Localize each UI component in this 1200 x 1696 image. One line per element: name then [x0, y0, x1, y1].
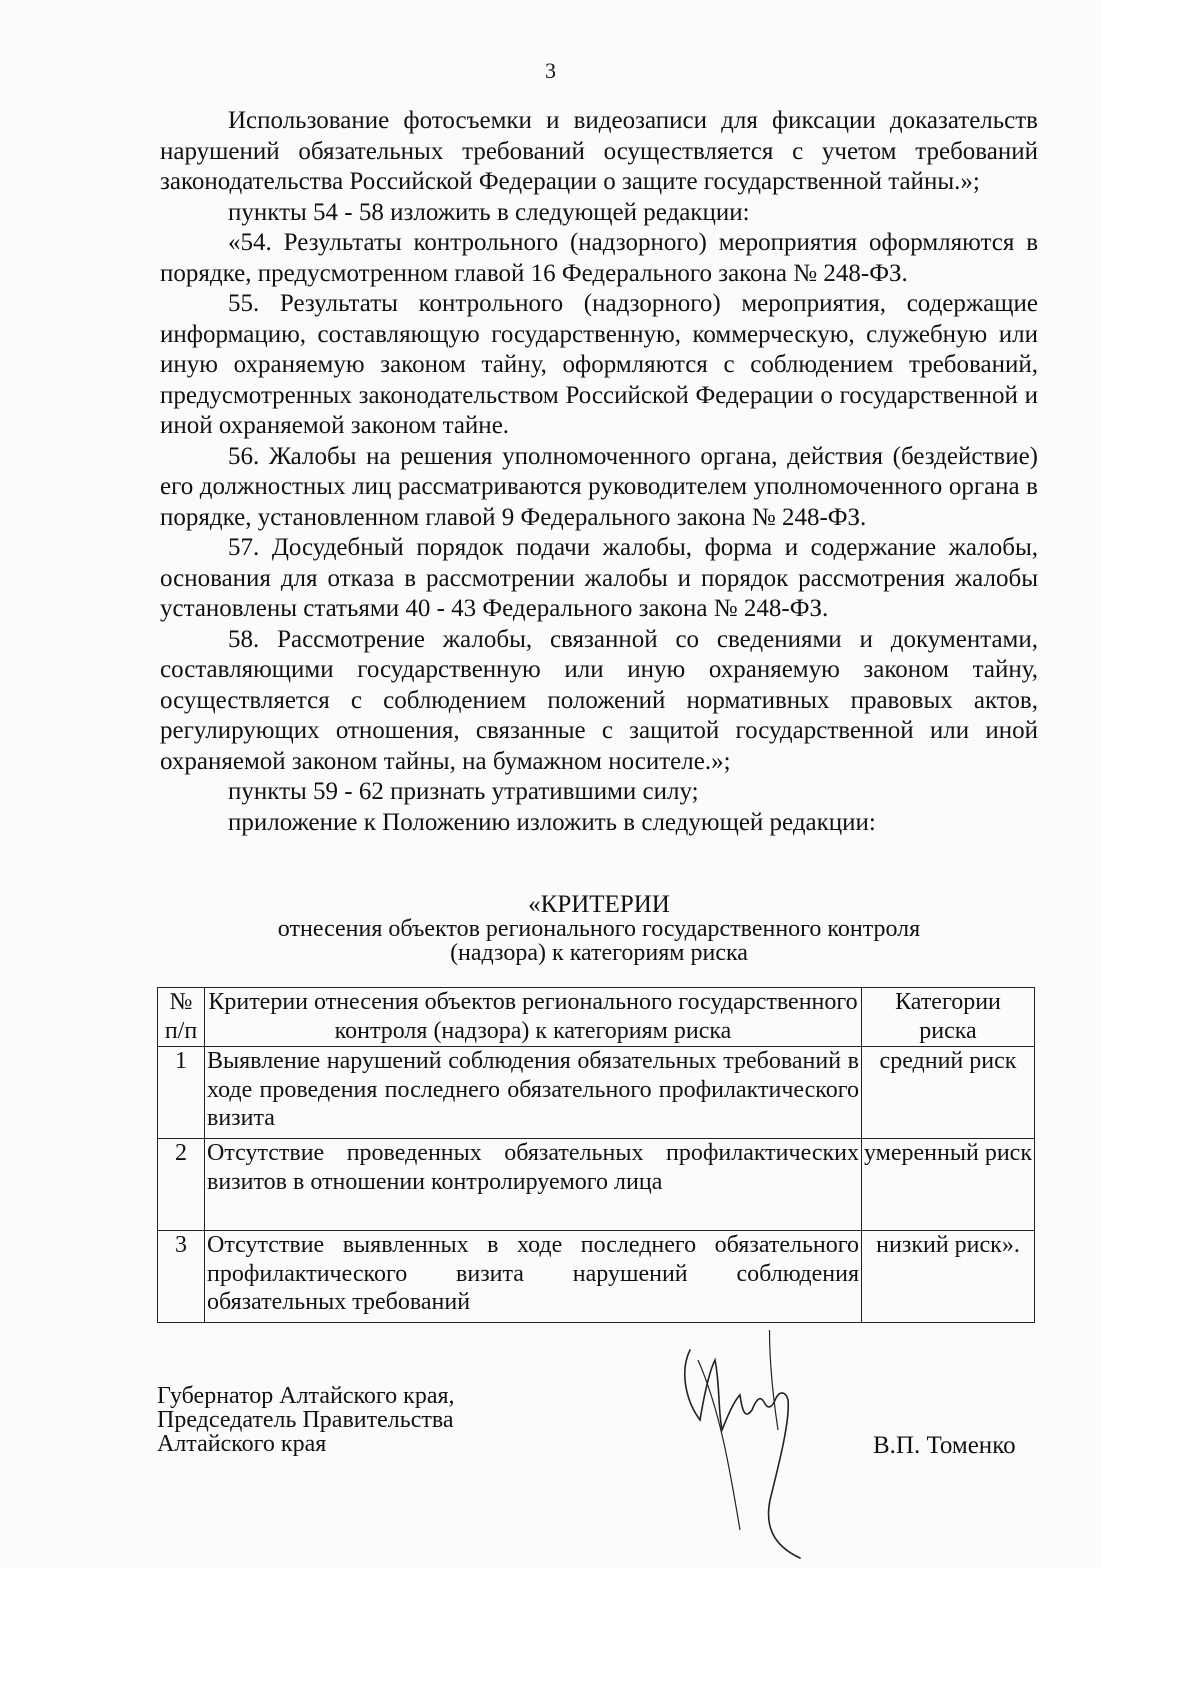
- criteria-table: [157, 987, 1035, 1323]
- row-number: 1: [158, 1047, 205, 1139]
- criteria-heading: [160, 893, 1038, 965]
- position-line: Председатель Правительства: [157, 1407, 454, 1433]
- paragraph: Использование фотосъемки и видеозаписи для фиксации доказательств нарушений обязательных требований осуществляется с учетом требований законодательства Российской Федерации о защите государственной тайны.»;: [160, 107, 1038, 195]
- signatory-position: [157, 1384, 455, 1456]
- row-criterion: Выявление нарушений соблюдения обязательных требований в ходе проведения последнего обязательного профилактического визита: [205, 1047, 862, 1139]
- table-row: [158, 1139, 1035, 1231]
- page-number: 3: [545, 58, 556, 83]
- criteria-title: «КРИТЕРИИ: [528, 891, 670, 918]
- signatory-name: В.П. Томенко: [873, 1432, 1016, 1459]
- row-category: средний риск: [862, 1047, 1035, 1139]
- paragraph: приложение к Положению изложить в следующей редакции:: [228, 808, 876, 836]
- header-criteria: Критерии отнесения объектов регионального государственного контроля (надзора) к категориям риска: [205, 988, 862, 1047]
- paragraph: 56. Жалобы на решения уполномоченного органа, действия (бездействие) его должностных лиц рассматриваются руководителем уполномоченного органа в порядке, установленном главой 9 Федерального закона № 248-ФЗ.: [160, 442, 1038, 531]
- criteria-subtitle-line: (надзора) к категориям риска: [450, 940, 748, 966]
- document-body: [160, 106, 1038, 838]
- row-number: 3: [158, 1231, 205, 1323]
- paragraph: 58. Рассмотрение жалобы, связанной со сведениями и документами, составляющими государственную или иную охраняемую законом тайну, осуществляется с соблюдением положений нормативных правовых актов, регулирующих отношения, связанные с защитой государственной или иной охраняемой законом тайны, на бумажном носителе.»;: [160, 625, 1038, 775]
- row-category: низкий риск».: [862, 1231, 1035, 1323]
- position-line: Алтайского края: [157, 1431, 327, 1457]
- header-category: Категории риска: [862, 988, 1035, 1047]
- header-number: № п/п: [158, 988, 205, 1047]
- position-line: Губернатор Алтайского края,: [157, 1383, 455, 1409]
- paragraph: пункты 54 - 58 изложить в следующей редакции:: [228, 198, 750, 226]
- row-criterion: Отсутствие выявленных в ходе последнего обязательного профилактического визита нарушений соблюдения обязательных требований: [205, 1231, 862, 1323]
- handwritten-signature: [660, 1330, 860, 1560]
- row-number: 2: [158, 1139, 205, 1231]
- paragraph: «54. Результаты контрольного (надзорного) мероприятия оформляются в порядке, предусмотренном главой 16 Федерального закона № 248-ФЗ.: [160, 229, 1038, 287]
- table-row: [158, 1231, 1035, 1323]
- row-criterion: Отсутствие проведенных обязательных профилактических визитов в отношении контролируемого лица: [205, 1139, 862, 1231]
- criteria-subtitle-line: отнесения объектов регионального государственного контроля: [277, 916, 921, 942]
- paragraph: пункты 59 - 62 признать утратившими силу;: [228, 778, 699, 805]
- paragraph: 57. Досудебный порядок подачи жалобы, форма и содержание жалобы, основания для отказа в рассмотрении жалобы и порядок рассмотрения жалобы установлены статьями 40 - 43 Федерального закона № 248-ФЗ.: [160, 534, 1038, 622]
- paragraph: 55. Результаты контрольного (надзорного) мероприятия, содержащие информацию, составляющую государственную, коммерческую, служебную или иную охраняемую законом тайну, оформляются с соблюдением требований, предусмотренных законодательством Российской Федерации о государственной и иной охраняемой законом тайне.: [160, 290, 1038, 439]
- row-category: умеренный риск: [862, 1139, 1035, 1231]
- table-header-row: [158, 988, 1035, 1047]
- table-row: [158, 1047, 1035, 1139]
